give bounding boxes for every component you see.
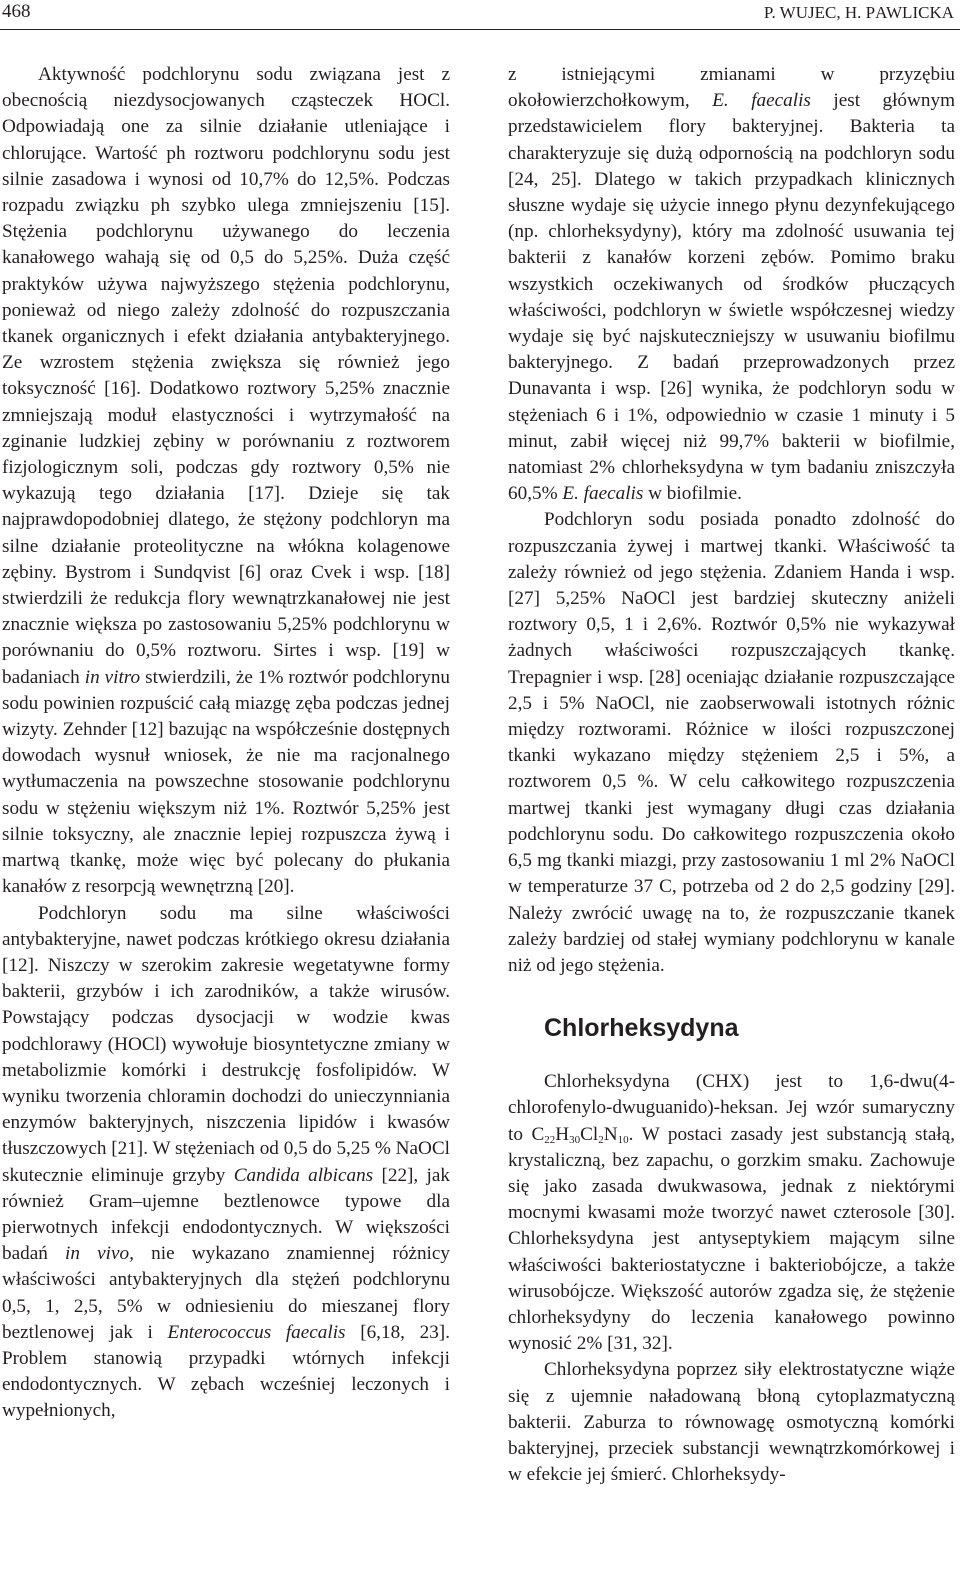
paragraph-chlorhexidine-definition: Chlorheksydyna (CHX) jest to 1,6-dwu(4-chlorofenylo-dwuguanido)-heksan. Jej wzór sumaryczny to $C_{22}H_{30}Cl_2N_{10}$. W postaci zasady jest substancją stałą, krystaliczną, bez zapachu, o gorzkim smaku. Zachowuje się jako zasada dwukwasowa, jednak z niektórymi mocnymi kwasami może tworzyć nawet czterosole [30]. Chlorheksydyna jest antyseptykiem mającym silne właściwości bakteriostatyczne i bakteriobójcze, a także wirusobójcze. Większość autorów zgadza się, że stężenie chlorheksydyny do leczenia kanałowego powinno wynosić 2% [31, 32]. (508, 1071, 955, 1355)
section-heading-chlorhexidine: Chlorheksydyna (544, 1014, 739, 1043)
paragraph-hypochlorite-activity: Aktywność podchlorynu sodu związana jest z obecnością niezdysocjowanych cząsteczek HOCl. Odpowiadają one za silnie działanie utleniające i chlorujące. Wartość ph roztworu podchlorynu sodu jest silnie zasadowa i wynosi od 10,7% do 12,5%. Podczas rozpadu związku ph szybko ulega zmniejszeniu [15]. Stężenia podchlorynu używanego do leczenia kanałowego wahają się od 0,5 do 5,25%. Duża część praktyków używa najwyższego stężenia podchlorynu, ponieważ od niego zależy zdolność do rozpuszczania tkanek organicznych i efekt działania antybakteryjnego. Ze wzrostem stężenia zwiększa się również jego toksyczność [16]. Dodatkowo roztwory 5,25% znacznie zmniejszają moduł elastyczności i wytrzymałość na zginanie ludzkiej zębiny w porównaniu z roztworem fizjologicznym soli, podczas gdy roztwory 0,5% nie wykazują tego działania [17]. Dzieje się tak najprawdopodobniej dlatego, że stężony podchloryn ma silne działanie proteolityczne na włókna kolagenowe zębiny. Bystrom i Sundqvist [6] oraz Cvek i wsp. [18] stwierdzili że redukcja flory wewnątrzkanałowej nie jest znacznie większa po zastosowaniu 5,25% podchlorynu w porównaniu do 0,5% roztworu. Sirtes i wsp. [19] w badaniach in vitro stwierdzili, że 1% roztwór podchlorynu sodu powinien rozpuścić całą miazgę zęba podczas jednej wizyty. Zehnder [12] bazując na współcześnie dostępnych dowodach wysnuł wniosek, że nie ma racjonalnego wytłumaczenia na powszechne stosowanie podchlorynu sodu w stężeniu większym niż 1%. Roztwór 5,25% jest silnie toksyczny, ale znacznie lepiej rozpuszcza żywą i martwą tkankę, może więc być polecany do płukania kanałów z resorpcją wewnętrzną [20]. (2, 64, 451, 898)
paragraph-tissue-dissolution: Podchloryn sodu posiada ponadto zdolność do rozpuszczania żywej i martwej tkanki. Właściwość ta zależy również od jego stężenia. Zdaniem Handa i wsp. [27] 5,25% NaOCl jest bardziej skuteczny aniżeli roztwory 0,5, 1 i 2,6%. Roztwór 0,5% nie wykazywał żadnych właściwości rozpuszczających tkankę. Trepagnier i wsp. [28] oceniając działanie rozpuszczające 2,5 i 5% NaOCl, nie zaobserwowali istotnych różnic między roztworami. Różnice w ilości rozpuszczonej tkanki wykazano między stężeniem 2,5 i 5%, a roztworem 0,5 %. W celu całkowitego rozpuszczenia martwej tkanki jest wymagany długi czas działania podchlorynu sodu. Do całkowitego rozpuszczenia około 6,5 mg tkanki miazgi, przy zastosowaniu 1 ml 2% NaOCl w temperaturze 37 C, potrzeba od 2 do 2,5 godziny [29]. Należy zwrócić uwagę na to, że rozpuszczanie tkanek zależy bardziej od stałej wymiany podchlorynu w kanale niż od jego stężenia. (508, 509, 955, 976)
right-column (508, 62, 955, 1488)
running-head-authors: P. WUJEC, H. PAWLICKA (763, 3, 954, 22)
page-header (0, 0, 960, 26)
paragraph-continued: z istniejącymi zmianami w przyzębiu okołowierzchołkowym, E. faecalis jest głównym przedstawicielem flory bakteryjnej. Bakteria ta charakteryzuje się dużą odpornością na podchloryn sodu [24, 25]. Dlatego w takich przypadkach klinicznych słuszne wydaje się użycie innego płynu dezynfekującego (np. chlorheksydyny), który ma zdolność usuwania tej bakterii z kanałów korzeni zębów. Pomimo braku wszystkich oczekiwanych od środków płuczących właściwości, podchloryn w świetle współczesnej wiedzy wydaje się być najskuteczniejszy w usuwaniu biofilmu bakteryjnego. Z badań przeprowadzonych przez Dunavanta i wsp. [26] wynika, że podchloryn sodu w stężeniach 6 i 1%, odpowiednio w czasie 1 minuty i 5 minut, zabił więcej niż 99,7% bakterii w biofilmie, natomiast 2% chlorheksydyna w tym badaniu zniszczyła 60,5% E. faecalis w biofilmie. (508, 64, 955, 505)
left-column (2, 62, 450, 1425)
header-rule (0, 29, 960, 30)
paragraph-antibacterial-properties: Podchloryn sodu ma silne właściwości antybakteryjne, nawet podczas krótkiego okresu działania [12]. Niszczy w szerokim zakresie wegetatywne formy bakterii, grzybów i ich zarodników, a także wirusów. Powstający podczas dysocjacji w wodzie kwas podchlorawy (HOCl) wywołuje biosyntetyczne zmiany w metabolizmie komórki i destrukcję fosfolipidów. W wyniku tworzenia chloramin dochodzi do unieczynniania enzymów bakteryjnych, niszczenia lipidów i kwasów tłuszczowych [21]. W stężeniach od 0,5 do 5,25 % NaOCl skutecznie eliminuje grzyby Candida albicans [22], jak również Gram–ujemne beztlenowce typowe dla pierwotnych infekcji endodontycznych. W większości badań in vivo, nie wykazano znamiennej różnicy właściwości antybakteryjnych dla stężeń podchlorynu 0,5, 1, 2,5, 5% w odniesieniu do mieszanej flory beztlenowej jak i Enterococcus faecalis [6,18, 23]. Problem stanowią przypadki wtórnych infekcji endodontycznych. W zębach wcześniej leczonych i wypełnionych, (2, 902, 450, 1422)
page-number: 468 (2, 1, 31, 22)
paragraph-chlorhexidine-mechanism: Chlorheksydyna poprzez siły elektrostatyczne wiąże się z ujemnie naładowaną błoną cytoplazmatyczną bakterii. Zaburza to równowagę osmotyczną komórki bakteryjnej, przeciek substancji wewnątrzkomórkowej i w efekcie jej śmierć. Chlorheksydy- (508, 1359, 955, 1486)
